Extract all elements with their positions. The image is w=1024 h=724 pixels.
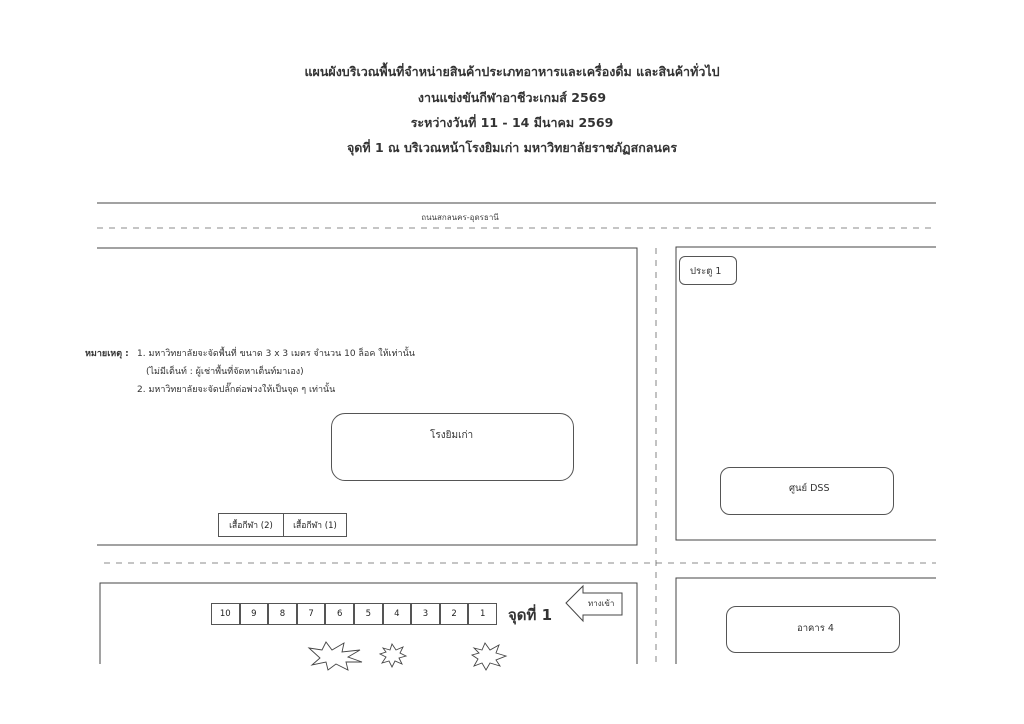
sport-shirt-stall-2: เสื้อกีฬา (2) <box>218 513 284 537</box>
old-gym-label: โรงยิมเก่า <box>430 430 474 441</box>
gate-1-box <box>679 256 737 285</box>
building-4 <box>726 606 900 653</box>
stall-lot-5: 5 <box>354 603 383 625</box>
sport-shirt-stall-1: เสื้อกีฬา (1) <box>283 513 347 537</box>
old-gym-building <box>331 413 574 481</box>
note-item-1: 1. มหาวิทยาลัยจะจัดพื้นที่ ขนาด 3 x 3 เมตร จำนวน 10 ล็อค ให้เท่านั้น <box>137 349 415 359</box>
stall-lot-10: 10 <box>211 603 240 625</box>
road-label: ถนนสกลนคร-อุดรธานี <box>421 213 499 222</box>
note-item-1-sub: (ไม่มีเต็นท์ : ผู้เช่าพื้นที่จัดหาเต็นท์มาเอง) <box>146 367 304 377</box>
stall-lot-8: 8 <box>268 603 297 625</box>
event-dates: ระหว่างวันที่ 11 - 14 มีนาคม 2569 <box>410 115 614 130</box>
stall-lot-1: 1 <box>468 603 497 625</box>
dss-center-label: ศูนย์ DSS <box>789 483 830 494</box>
stall-lot-6: 6 <box>325 603 354 625</box>
stall-lot-3: 3 <box>411 603 440 625</box>
stall-lot-7: 7 <box>297 603 326 625</box>
old-gym-block-outline <box>97 248 637 545</box>
notes-heading: หมายเหตุ : <box>85 349 129 359</box>
power-plug-icon <box>380 644 406 667</box>
stall-lot-2: 2 <box>440 603 469 625</box>
point-1-label: จุดที่ 1 <box>508 606 553 624</box>
event-name: งานแข่งขันกีฬาอาชีวะเกมส์ 2569 <box>417 90 607 105</box>
map-title: แผนผังบริเวณพื้นที่จำหน่ายสินค้าประเภทอาหารและเครื่องดื่ม และสินค้าทั่วไป <box>304 64 720 79</box>
entrance-label: ทางเข้า <box>588 599 615 608</box>
stall-lot-4: 4 <box>383 603 412 625</box>
location-subtitle: จุดที่ 1 ณ บริเวณหน้าโรงยิมเก่า มหาวิทยาลัยราชภัฏสกลนคร <box>346 140 678 155</box>
stall-lot-9: 9 <box>240 603 269 625</box>
note-item-2: 2. มหาวิทยาลัยจะจัดปลั๊กต่อพ่วงให้เป็นจุด ๆ เท่านั้น <box>137 385 336 395</box>
building-4-label: อาคาร 4 <box>797 623 834 634</box>
gate-1-label: ประตู 1 <box>690 266 722 277</box>
dss-center-building <box>720 467 894 515</box>
power-plug-icon <box>472 643 506 670</box>
power-plug-icon <box>309 642 362 670</box>
